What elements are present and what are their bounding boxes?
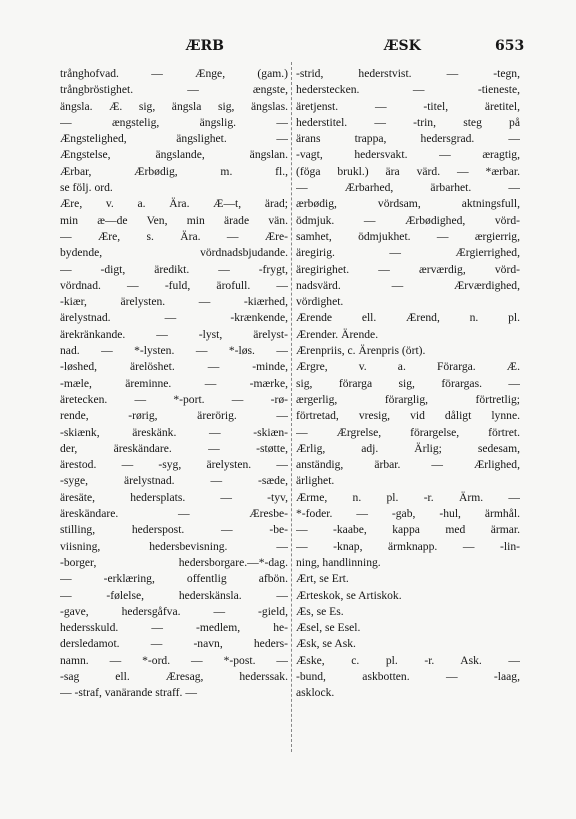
- dictionary-line: (föga brukl.) ära värd. — *ærbar.: [296, 164, 520, 178]
- dictionary-line: — Ærgrelse, förargelse, förtret.: [296, 425, 520, 439]
- dictionary-line: viisning, hedersbevisning. —: [60, 539, 288, 553]
- dictionary-line: äretecken. — *-port. — -rø-: [60, 392, 288, 406]
- dictionary-line: ödmjuk. — Ærbødighed, vörd-: [296, 213, 520, 227]
- dictionary-line: bydende, vördnadsbjudande.: [60, 246, 288, 260]
- header-right-guide-word: ÆSK: [384, 38, 421, 54]
- dictionary-line: -bund, askbotten. — -laag,: [296, 669, 520, 683]
- dictionary-line: Æs, se Es.: [296, 604, 344, 618]
- dictionary-line: -strid, hederstvist. — -tegn,: [296, 67, 520, 80]
- dictionary-line: sig, förarga sig, förargas. —: [296, 376, 520, 390]
- dictionary-line: äreskändare. — Æresbe-: [60, 507, 288, 521]
- dictionary-line: trånghofvad. — Ænge, (gam.): [60, 67, 288, 80]
- dictionary-line: samhet, ödmjukhet. — ærgierrig,: [296, 229, 520, 243]
- dictionary-line: nadsvärd. — Ærværdighed,: [296, 278, 520, 292]
- dictionary-line: stilling, hederspost. — -be-: [60, 523, 288, 537]
- dictionary-line: -gave, hedersgåfva. — -gield,: [60, 604, 288, 618]
- dictionary-line: ärlighet.: [296, 474, 335, 488]
- dictionary-line: asklock.: [296, 686, 335, 700]
- dictionary-line: ærgerlig, förarglig, förtretlig;: [296, 392, 520, 406]
- dictionary-line: -vagt, hedersvakt. — æragtig,: [296, 148, 520, 162]
- dictionary-line: Ærlig, adj. Ärlig; sedesam,: [296, 441, 520, 455]
- dictionary-line: — -erklæring, offentlig afbön.: [60, 572, 288, 586]
- dictionary-line: — -digt, äredikt. — -frygt,: [60, 262, 288, 276]
- dictionary-line: ärelystnad. — -krænkende,: [60, 311, 288, 325]
- dictionary-line: anständig, ärbar. — Ærlighed,: [296, 458, 520, 472]
- dictionary-line: se följ. ord.: [60, 181, 113, 195]
- dictionary-line: -mæle, äreminne. — -mærke,: [60, 376, 288, 390]
- dictionary-line: äretjenst. — -titel, äretitel,: [296, 99, 520, 113]
- dictionary-line: ärans trappa, hedersgrad. —: [296, 132, 520, 146]
- dictionary-line: Ærme, n. pl. -r. Ärm. —: [296, 490, 520, 504]
- dictionary-line: ärestod. — -syg, ärelysten. —: [60, 458, 288, 472]
- dictionary-line: ärekränkande. — -lyst, ärelyst-: [60, 327, 288, 341]
- dictionary-line: dersledamot. — -navn, heders-: [60, 637, 288, 651]
- dictionary-line: Ærteskok, se Artiskok.: [296, 588, 402, 602]
- dictionary-line: ærbødig, vördsam, aktningsfull,: [296, 197, 520, 211]
- dictionary-line: äresäte, hedersplats. — -tyv,: [60, 490, 288, 504]
- dictionary-line: min æ—de Ven, min ärade vän.: [60, 213, 288, 227]
- dictionary-line: — -straf, vanärande straff. —: [60, 686, 197, 700]
- dictionary-line: Ærgre, v. a. Förarga. Æ.: [296, 360, 520, 374]
- dictionary-line: vördighet.: [296, 295, 344, 309]
- dictionary-line: — Ærbarhed, ärbarhet. —: [296, 181, 520, 195]
- dictionary-line: Ærbar, Ærbødig, m. fl.,: [60, 164, 288, 178]
- dictionary-line: Æsel, se Esel.: [296, 621, 361, 635]
- dictionary-line: Ærenpriis, c. Ärenpris (ört).: [296, 344, 426, 358]
- dictionary-line: Ærende ell. Ærend, n. pl.: [296, 311, 520, 325]
- dictionary-line: Ængstelighed, ängslighet. —: [60, 132, 288, 146]
- dictionary-line: -skiænk, äreskänk. — -skiæn-: [60, 425, 288, 439]
- dictionary-line: förtretad, vresig, vid dåligt lynne.: [296, 409, 520, 423]
- left-column: [60, 66, 288, 702]
- dictionary-line: ning, handlinning.: [296, 555, 381, 569]
- dictionary-line: -sag ell. Æresag, hederssak.: [60, 669, 288, 683]
- dictionary-line: rende, -rørig, ärerörig. —: [60, 409, 288, 423]
- dictionary-line: äregirig. — Ærgierrighed,: [296, 246, 520, 260]
- dictionary-line: trångbröstighet. — ængste,: [60, 83, 288, 97]
- dictionary-line: — Ære, s. Ära. — Ære-: [60, 229, 288, 243]
- dictionary-line: hederstitel. — -trin, steg på: [296, 115, 520, 129]
- dictionary-line: hederstecken. — -tieneste,: [296, 83, 520, 97]
- dictionary-line: — ængstelig, ängslig. —: [60, 115, 288, 129]
- dictionary-line: -kiær, ärelysten. — -kiærhed,: [60, 295, 288, 309]
- dictionary-line: nad. — *-lysten. — *-løs. —: [60, 344, 288, 358]
- dictionary-line: -syge, ärelystnad. — -sæde,: [60, 474, 288, 488]
- dictionary-line: Æsk, se Ask.: [296, 637, 356, 651]
- running-header: [0, 38, 576, 58]
- dictionary-line: Æske, c. pl. -r. Ask. —: [296, 653, 520, 667]
- dictionary-line: ängsla. Æ. sig, ängsla sig, ängslas.: [60, 99, 288, 113]
- dictionary-line: -borger, hedersborgare.—*-dag.: [60, 555, 288, 569]
- dictionary-line: der, äreskändare. — -støtte,: [60, 441, 288, 455]
- column-divider: [291, 62, 293, 752]
- page-number: 653: [495, 38, 525, 54]
- header-left-guide-word: ÆRB: [186, 38, 224, 54]
- dictionary-line: namn. — *-ord. — *-post. —: [60, 653, 288, 667]
- dictionary-line: Ære, v. a. Ära. Æ—t, ärad;: [60, 197, 288, 211]
- dictionary-line: Ært, se Ert.: [296, 572, 349, 586]
- dictionary-line: — -kaabe, kappa med ärmar.: [296, 523, 520, 537]
- right-column: [296, 66, 520, 702]
- dictionary-line: Ængstelse, ängslande, ängslan.: [60, 148, 288, 162]
- dictionary-line: hedersskuld. — -medlem, he-: [60, 621, 288, 635]
- dictionary-line: — -følelse, hederskänsla. —: [60, 588, 288, 602]
- dictionary-line: — -knap, ärmknapp. — -lin-: [296, 539, 520, 553]
- dictionary-line: äregirighet. — ærværdig, vörd-: [296, 262, 520, 276]
- dictionary-line: -løshed, ärelöshet. — -minde,: [60, 360, 288, 374]
- dictionary-line: Ærender. Ärende.: [296, 327, 379, 341]
- dictionary-line: *-foder. — -gab, -hul, ärmhål.: [296, 507, 520, 521]
- dictionary-line: vördnad. — -fuld, ärofull. —: [60, 278, 288, 292]
